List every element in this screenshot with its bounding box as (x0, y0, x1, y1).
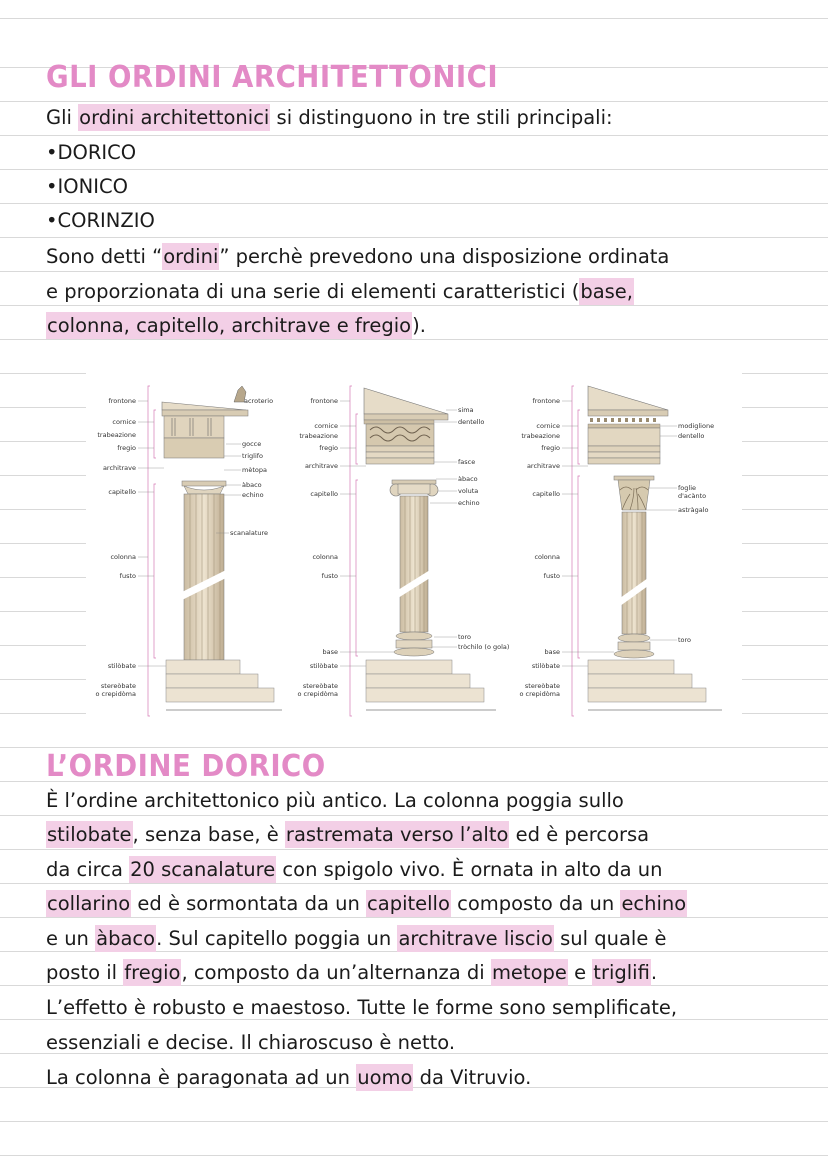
corinthian-shaft (622, 512, 646, 634)
intro-highlight: ordini architettonici (79, 106, 270, 129)
highlighted-term: rastremata verso l’alto (285, 823, 509, 846)
corinthian-label: base (544, 648, 560, 656)
section-title-dorico: L’ORDINE DORICO (46, 749, 326, 784)
highlighted-term: capitello (367, 892, 450, 915)
ionic-label: capitello (310, 490, 338, 498)
para-line-3 (46, 312, 426, 340)
section-title-ordini: GLI ORDINI ARCHITETTONICI (46, 60, 499, 95)
text: La colonna è paragonata ad un (46, 1066, 357, 1089)
highlighted-term: àbaco (96, 927, 156, 950)
highlighted-term: architrave liscio (398, 927, 553, 950)
doric-label: echino (242, 491, 264, 499)
ionic-label: stereòbate (302, 682, 338, 690)
dorico-line (46, 1029, 455, 1057)
doric-label: stilòbate (107, 662, 136, 670)
text: da circa (46, 858, 130, 881)
ionic-label: toro (458, 633, 472, 641)
ionic-label: fasce (458, 458, 476, 466)
doric-label: cornice (112, 418, 136, 426)
ionic-label: colonna (312, 553, 338, 561)
doric-label: fregio (117, 444, 136, 452)
dorico-line (46, 959, 657, 987)
text: , senza base, è (132, 823, 285, 846)
text: ). (412, 314, 426, 337)
highlighted-term: metope (491, 961, 567, 984)
corinthian-label: fusto (543, 572, 560, 580)
doric-label: gocce (242, 440, 262, 448)
corinthian-frieze (588, 428, 660, 446)
doric-label: acroterio (244, 397, 274, 405)
corinthian-label: capitello (532, 490, 560, 498)
corinthian-order (520, 386, 723, 716)
doric-label: o crepidòma (95, 690, 136, 698)
doric-label: scanalature (230, 529, 269, 537)
highlighted-term: collarino (47, 892, 131, 915)
doric-label: àbaco (242, 481, 262, 489)
para-line-1 (46, 243, 669, 271)
ionic-order (298, 386, 510, 716)
text: ed è sormontata da un (131, 892, 367, 915)
corinthian-label: o crepidòma (519, 690, 560, 698)
doric-label: colonna (110, 553, 136, 561)
doric-frieze (164, 416, 224, 438)
text: , composto da un’alternanza di (181, 961, 491, 984)
architectural-orders-figure (86, 364, 742, 722)
ionic-label: cornice (314, 422, 338, 430)
doric-architrave (164, 438, 224, 458)
highlight-ordini: ordini (163, 245, 219, 268)
bullet-label: CORINZIO (57, 209, 155, 232)
doric-cornice (162, 410, 248, 416)
doric-label: trabeazione (97, 431, 136, 439)
ionic-label: sima (458, 406, 474, 414)
doric-label: capitello (108, 488, 136, 496)
corinthian-label: astràgalo (678, 506, 709, 514)
corinthian-label: cornice (536, 422, 560, 430)
dorico-line (46, 925, 667, 953)
ionic-label: dentello (458, 418, 485, 426)
ionic-label: fregio (319, 444, 338, 452)
doric-pediment (162, 402, 246, 410)
text: e un (46, 927, 96, 950)
bullet-item-corinzio (46, 207, 155, 235)
ionic-label: architrave (304, 462, 338, 470)
corinthian-label: fregio (541, 444, 560, 452)
dorico-line (46, 787, 624, 815)
text: . (650, 961, 658, 984)
corinthian-label: stereòbate (524, 682, 560, 690)
doric-order (96, 386, 283, 716)
ionic-label: fusto (321, 572, 338, 580)
corinthian-label: foglie (678, 484, 697, 492)
bullet-label: IONICO (57, 175, 128, 198)
text: . Sul capitello poggia un (156, 927, 398, 950)
ionic-label: frontone (310, 397, 338, 405)
corinthian-pediment (588, 386, 668, 410)
doric-label: mètopa (242, 466, 267, 474)
ionic-label: stilòbate (309, 662, 338, 670)
doric-label: architrave (102, 464, 136, 472)
text: composto da un (450, 892, 621, 915)
bullet-dot: • (46, 209, 58, 232)
text: essenziali e decise. Il chiaroscuso è netto. (46, 1031, 456, 1054)
dorico-line (46, 994, 677, 1022)
highlighted-term: echino (621, 892, 687, 915)
dorico-line (46, 821, 649, 849)
ionic-label: o crepidòma (297, 690, 338, 698)
bullet-item-ionico (46, 173, 128, 201)
intro-post: si distinguono in tre stili principali: (270, 106, 613, 129)
highlighted-term: uomo (357, 1066, 413, 1089)
intro-pre: Gli (46, 106, 79, 129)
corinthian-label: frontone (532, 397, 560, 405)
dorico-line (46, 1064, 531, 1092)
ionic-label: base (322, 648, 338, 656)
doric-label: frontone (108, 397, 136, 405)
ionic-label: àbaco (458, 475, 478, 483)
highlighted-term: fregio (124, 961, 181, 984)
para-line-2 (46, 278, 634, 306)
orders-diagram (86, 364, 742, 722)
highlighted-term: 20 scanalature (130, 858, 276, 881)
highlighted-term: stilobate (47, 823, 132, 846)
text: e (567, 961, 593, 984)
corinthian-label: d'acànto (678, 492, 707, 500)
dorico-line (46, 856, 663, 884)
text: posto il (46, 961, 124, 984)
text: Sono detti “ (46, 245, 163, 268)
highlight-base: base, (580, 280, 633, 303)
ionic-label: echino (458, 499, 480, 507)
dorico-line (46, 890, 687, 918)
corinthian-label: trabeazione (521, 432, 560, 440)
text: ed è percorsa (509, 823, 650, 846)
corinthian-label: colonna (534, 553, 560, 561)
intro-line (46, 104, 613, 132)
doric-label: triglifo (242, 452, 264, 460)
text: con spigolo vivo. È ornata in alto da un (276, 858, 663, 881)
highlight-elementi: colonna, capitello, architrave e fregio (47, 314, 412, 337)
bullet-dot: • (46, 175, 58, 198)
corinthian-label: stilòbate (531, 662, 560, 670)
corinthian-label: toro (678, 636, 692, 644)
doric-label: fusto (119, 572, 136, 580)
bullet-label: DORICO (57, 141, 137, 164)
ionic-label: voluta (458, 487, 479, 495)
bullet-item-dorico (46, 139, 136, 167)
text: ” perchè prevedono una disposizione ordinata (219, 245, 670, 268)
text: da Vitruvio. (413, 1066, 532, 1089)
text: e proporzionata di una serie di elementi caratteristici ( (46, 280, 580, 303)
bullet-dot: • (46, 141, 58, 164)
doric-label: stereòbate (100, 682, 136, 690)
text: È l’ordine architettonico più antico. La colonna poggia sullo (46, 789, 624, 812)
corinthian-label: dentello (678, 432, 705, 440)
ionic-pediment (364, 388, 448, 414)
text: sul quale è (553, 927, 667, 950)
ionic-label: tròchilo (o gola) (458, 643, 510, 651)
corinthian-label: modiglione (678, 422, 715, 430)
highlighted-term: triglifi (593, 961, 650, 984)
ionic-label: trabeazione (299, 432, 338, 440)
corinthian-label: architrave (526, 462, 560, 470)
text: L’effetto è robusto e maestoso. Tutte le forme sono semplificate, (46, 996, 678, 1019)
